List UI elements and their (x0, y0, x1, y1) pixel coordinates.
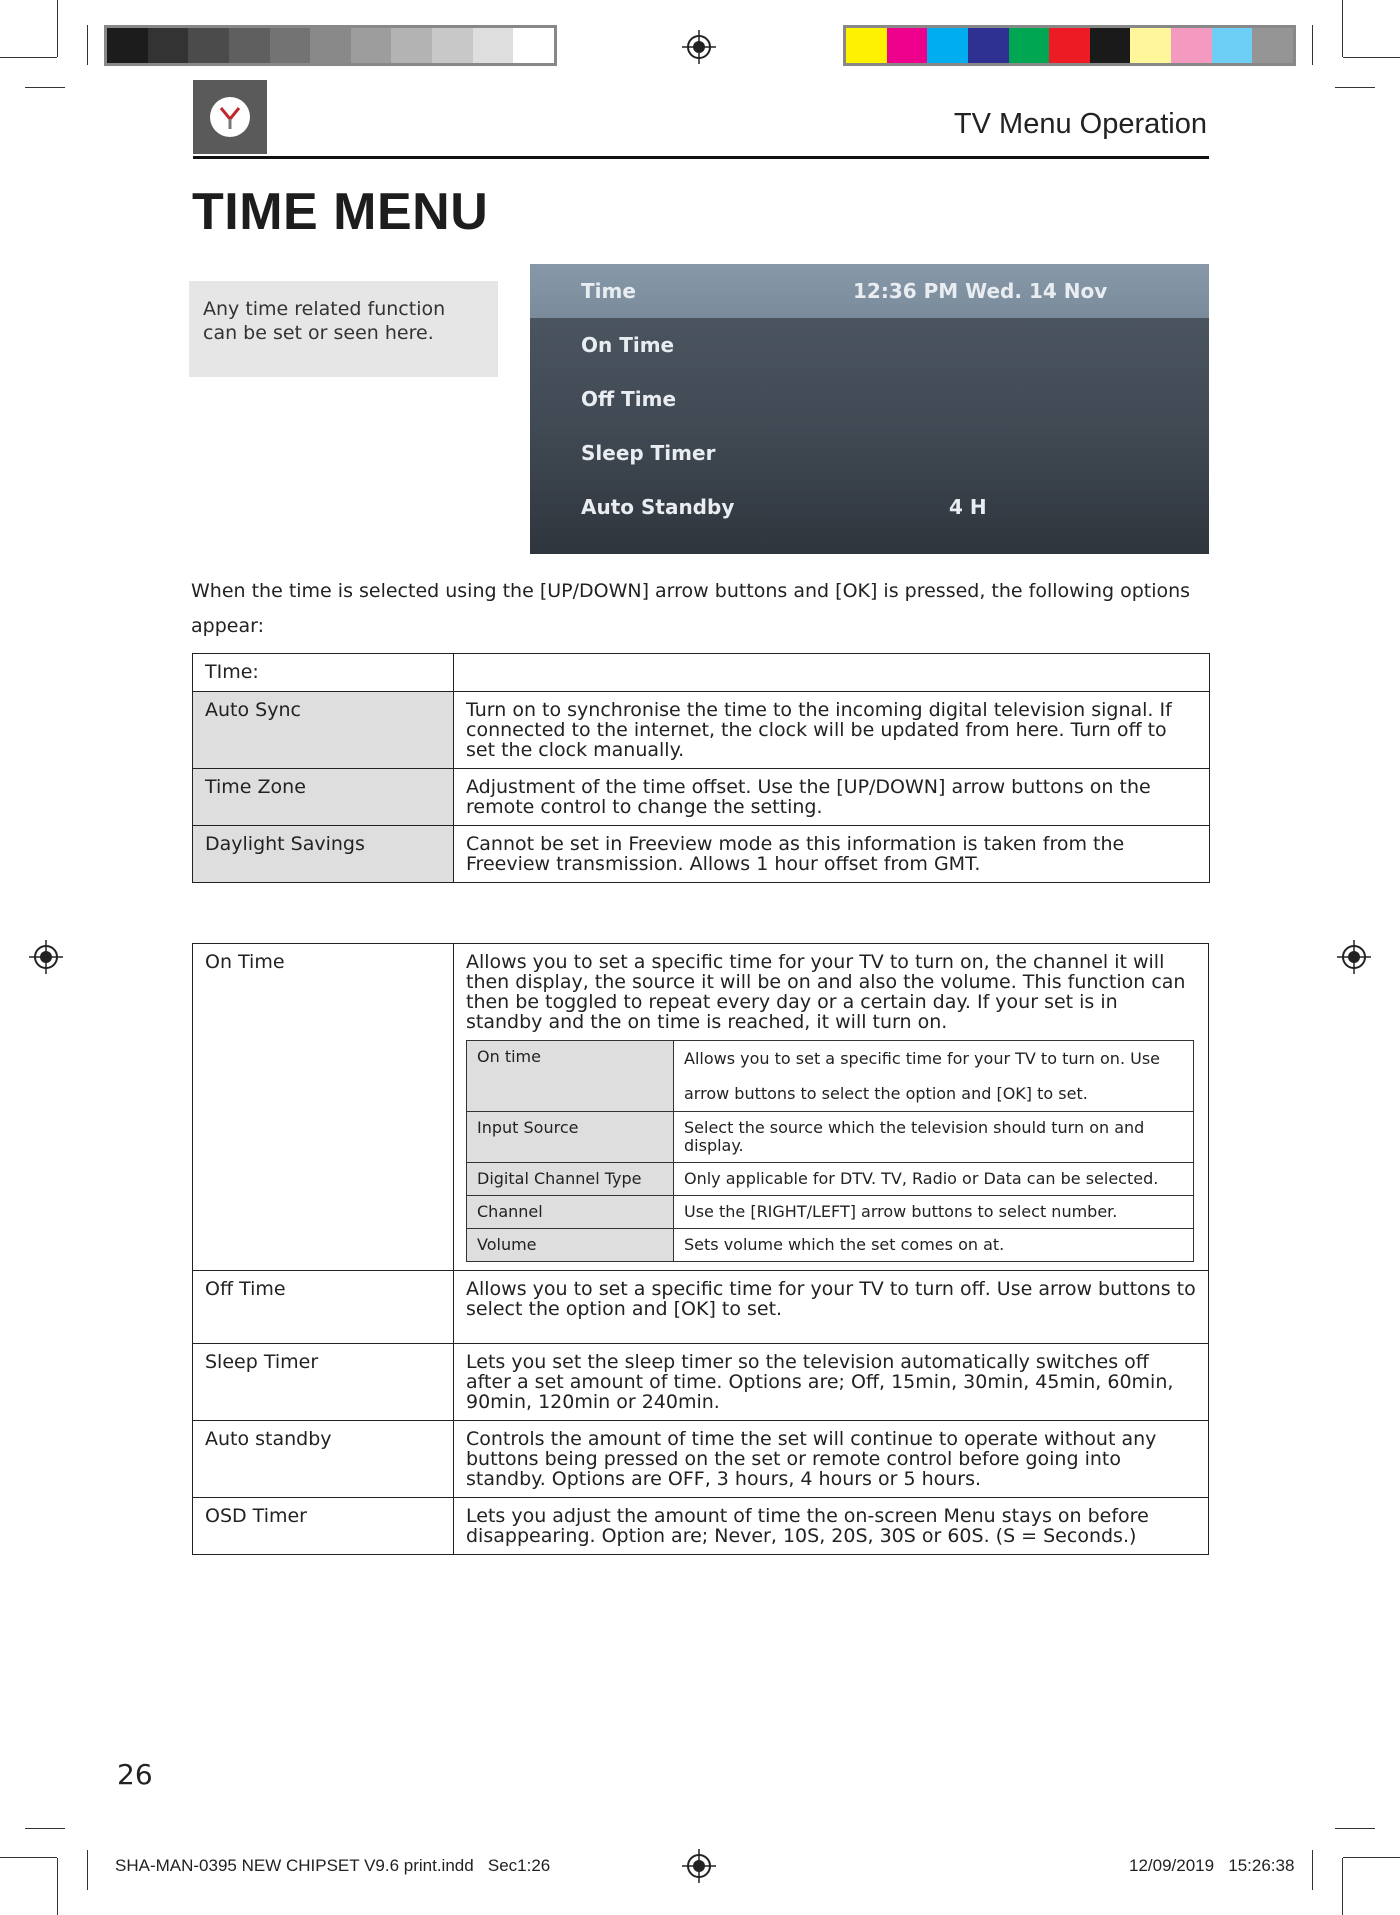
table-cell-empty (454, 654, 1210, 692)
on-time-subtable (466, 1040, 1194, 1262)
tv-menu-value: 12:36 PM Wed. 14 Nov (853, 279, 1108, 303)
table-cell-key: Auto standby (193, 1421, 454, 1498)
table-cell-value: Adjustment of the time offset. Use the [UP/DOWN] arrow buttons on the remote control to change the setting. (454, 769, 1210, 826)
subtable-cell-value: Select the source which the television should turn on and display. (674, 1112, 1194, 1163)
table-cell-value: Turn on to synchronise the time to the incoming digital television signal. If connected to the internet, the clock will be updated from here. Turn off to set the clock manually. (454, 692, 1210, 769)
footer-file-info: SHA-MAN-0395 NEW CHIPSET V9.6 print.indd Sec1:26 (115, 1856, 551, 1875)
crop-mark (1342, 1858, 1343, 1915)
color-swatch (1212, 28, 1253, 63)
color-swatch (229, 28, 270, 63)
registration-mark-icon (1337, 940, 1371, 974)
table-row (193, 654, 1210, 692)
table-cell-key: Auto Sync (193, 692, 454, 769)
table-cell-value: Cannot be set in Freeview mode as this information is taken from the Freeview transmission. Allows 1 hour offset from GMT. (454, 826, 1210, 883)
page-number: 26 (117, 1758, 153, 1791)
subtable-cell-value: Only applicable for DTV. TV, Radio or Data can be selected. (674, 1163, 1194, 1196)
crop-mark (57, 1858, 58, 1915)
color-swatch (473, 28, 514, 63)
color-swatch (1171, 28, 1212, 63)
subtable-row (467, 1112, 1194, 1163)
table-cell-value: Lets you set the sleep timer so the television automatically switches off after a set amount of time. Options are; Off, 15min, 30min, 45min, 60min, 90min, 120min or 240min. (454, 1344, 1209, 1421)
color-swatch (846, 28, 887, 63)
crop-mark (1343, 1857, 1400, 1858)
header-divider (193, 156, 1209, 159)
table-cell-key: OSD Timer (193, 1498, 454, 1555)
table-row (193, 769, 1210, 826)
color-swatch (391, 28, 432, 63)
tv-menu-screenshot (530, 264, 1209, 554)
table-row (193, 1498, 1209, 1555)
subtable-cell-key: On time (467, 1041, 674, 1112)
subtable-cell-key: Channel (467, 1196, 674, 1229)
color-swatch (107, 28, 148, 63)
crop-mark (57, 0, 58, 57)
crop-mark (1335, 1828, 1375, 1829)
table-row (193, 1344, 1209, 1421)
color-swatch (270, 28, 311, 63)
color-swatch (351, 28, 392, 63)
tv-menu-label: Time (581, 279, 636, 303)
subtable-row (467, 1229, 1194, 1262)
color-swatch (432, 28, 473, 63)
brand-logo (193, 80, 267, 154)
time-options-table (192, 943, 1209, 1555)
crop-mark (87, 25, 88, 65)
registration-mark-icon (682, 30, 716, 64)
color-swatch (968, 28, 1009, 63)
color-swatch (1252, 28, 1293, 63)
color-swatch (310, 28, 351, 63)
tv-menu-label: Off Time (581, 387, 677, 411)
table-row (193, 944, 1209, 1271)
subtable-cell-value: Use the [RIGHT/LEFT] arrow buttons to select number. (674, 1196, 1194, 1229)
tv-menu-item-time (530, 264, 1209, 318)
subtable-cell-key: Digital Channel Type (467, 1163, 674, 1196)
crop-mark (25, 1828, 65, 1829)
crop-mark (0, 1857, 57, 1858)
crop-mark (1342, 0, 1343, 57)
tv-menu-item-auto-standby (530, 480, 1209, 534)
crop-mark (0, 57, 57, 58)
description-paragraph: When the time is selected using the [UP/DOWN] arrow buttons and [OK] is pressed, the following options appear: (191, 580, 1191, 637)
color-swatch (1049, 28, 1090, 63)
subtable-cell-key: Input Source (467, 1112, 674, 1163)
table-row (193, 1271, 1209, 1344)
tv-menu-label: Sleep Timer (581, 441, 716, 465)
crop-mark (1312, 1850, 1313, 1890)
on-time-description: Allows you to set a specific time for your TV to turn on, the channel it will then display, the source it will be on and also the volume. This function can then be toggled to repeat every day or a certain day. If your set is in standby and the on time is reached, it will turn on. (466, 951, 1186, 1033)
table-cell-key: On Time (193, 944, 454, 1271)
table-cell-key: TIme: (193, 654, 454, 692)
registration-mark-icon (29, 940, 63, 974)
table-cell-key: Sleep Timer (193, 1344, 454, 1421)
grey-swatch-bar (104, 25, 557, 66)
tv-menu-item-on-time (530, 318, 1209, 372)
table-row (193, 692, 1210, 769)
subtable-row (467, 1163, 1194, 1196)
color-swatch (513, 28, 554, 63)
table-cell-value (454, 944, 1209, 1271)
registration-mark-icon (682, 1849, 716, 1883)
time-settings-table (192, 653, 1210, 883)
subtable-cell-value: Sets volume which the set comes on at. (674, 1229, 1194, 1262)
table-cell-value: Allows you to set a specific time for your TV to turn off. Use arrow buttons to select the option and [OK] to set. (454, 1271, 1209, 1344)
color-swatch (1009, 28, 1050, 63)
crop-mark (1312, 25, 1313, 65)
tv-menu-label: Auto Standby (581, 495, 735, 519)
table-cell-key: Daylight Savings (193, 826, 454, 883)
color-swatch (1130, 28, 1171, 63)
crop-mark (1343, 57, 1400, 58)
color-swatch (1090, 28, 1131, 63)
table-row (193, 1421, 1209, 1498)
crop-mark (25, 87, 65, 88)
intro-callout: Any time related function can be set or seen here. (189, 281, 498, 377)
section-title: TV Menu Operation (953, 108, 1207, 140)
footer-date-info: 12/09/2019 15:26:38 (1129, 1856, 1295, 1875)
table-cell-value: Lets you adjust the amount of time the on-screen Menu stays on before disappearing. Option are; Never, 10S, 20S, 30S or 60S. (S = Seconds.) (454, 1498, 1209, 1555)
page-title: TIME MENU (192, 183, 489, 241)
table-row (193, 826, 1210, 883)
tv-menu-item-sleep-timer (530, 426, 1209, 480)
subtable-row (467, 1041, 1194, 1112)
color-swatch (148, 28, 189, 63)
color-swatch (927, 28, 968, 63)
table-cell-value: Controls the amount of time the set will continue to operate without any buttons being pressed on the set or remote control before going into standby. Options are OFF, 3 hours, 4 hours or 5 hours. (454, 1421, 1209, 1498)
table-cell-key: Time Zone (193, 769, 454, 826)
subtable-cell-key: Volume (467, 1229, 674, 1262)
color-swatch (188, 28, 229, 63)
subtable-cell-value: Allows you to set a specific time for your TV to turn on. Use arrow buttons to select the option and [OK] to set. (674, 1041, 1194, 1112)
color-swatch (887, 28, 928, 63)
tv-menu-label: On Time (581, 333, 675, 357)
tv-menu-item-off-time (530, 372, 1209, 426)
y-logo-icon (210, 97, 250, 137)
crop-mark (87, 1850, 88, 1890)
subtable-row (467, 1196, 1194, 1229)
crop-mark (1335, 87, 1375, 88)
color-swatch-bar (843, 25, 1296, 66)
tv-menu-value: 4 H (949, 495, 987, 519)
table-cell-key: Off Time (193, 1271, 454, 1344)
